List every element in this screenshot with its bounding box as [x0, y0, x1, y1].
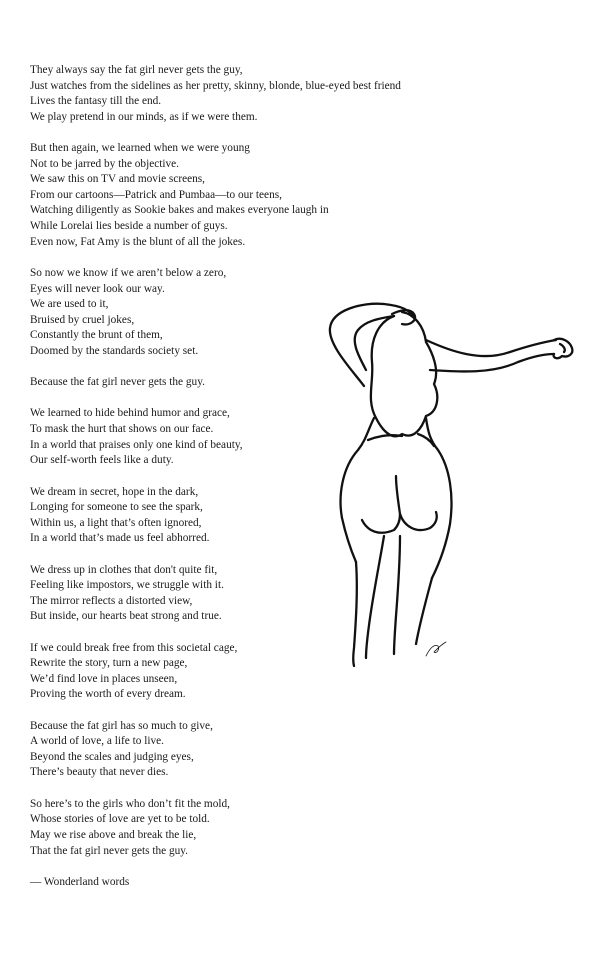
poem-line: Even now, Fat Amy is the blunt of all the jokes.	[30, 235, 246, 248]
poem-line: From our cartoons—Patrick and Pumbaa—to our teens,	[30, 188, 282, 201]
poem-line: Rewrite the story, turn a new page,	[30, 657, 188, 670]
raised-arm-inner-line	[355, 316, 394, 370]
poem-attribution: — Wonderland words	[30, 875, 130, 888]
poem-line: Just watches from the sidelines as her pretty, skinny, blonde, blue-eyed best friend	[30, 79, 401, 92]
poem-stanza	[30, 797, 430, 859]
right-leg-outer	[416, 578, 432, 644]
poem-line: There’s beauty that never dies.	[30, 766, 169, 779]
poem-line: But then again, we learned when we were young	[30, 142, 250, 155]
poem-stanza	[30, 719, 430, 781]
poem-line: Proving the worth of every dream.	[30, 688, 186, 701]
poem-line: Eyes will never look our way.	[30, 282, 165, 295]
poem-line: Because the fat girl never gets the guy.	[30, 376, 205, 389]
poem-line: Feeling like impostors, we struggle with it.	[30, 579, 224, 592]
poem-line: We saw this on TV and movie screens,	[30, 173, 205, 186]
poem-line: We are used to it,	[30, 298, 109, 311]
line-art-figure-icon	[322, 300, 577, 672]
poem-line: Constantly the brunt of them,	[30, 329, 163, 342]
poem-line: In a world that’s made us feel abhorred.	[30, 532, 210, 545]
poem-line: Not to be jarred by the objective.	[30, 157, 180, 170]
poem-line: Watching diligently as Sookie bakes and makes everyone laugh in	[30, 204, 329, 217]
poem-line: We’d find love in places unseen,	[30, 672, 178, 685]
left-leg-outer	[353, 562, 357, 666]
poem-line: In a world that praises only one kind of beauty,	[30, 438, 243, 451]
poem-line: Doomed by the standards society set.	[30, 344, 199, 357]
poem-line: Lives the fantasy till the end.	[30, 95, 162, 108]
hair-line	[371, 312, 437, 436]
poem-line: Within us, a light that’s often ignored,	[30, 516, 202, 529]
poem-line: Whose stories of love are yet to be told.	[30, 813, 210, 826]
poem-line: So now we know if we aren’t below a zero,	[30, 266, 227, 279]
poem-line: We dream in secret, hope in the dark,	[30, 485, 199, 498]
left-leg-inner	[366, 536, 384, 658]
extended-arm-upper	[426, 340, 556, 356]
poem-line: We play pretend in our minds, as if we were them.	[30, 110, 258, 123]
buttocks-line	[362, 514, 400, 533]
poem-line: The mirror reflects a distorted view,	[30, 594, 193, 607]
poem-line: They always say the fat girl never gets the guy,	[30, 64, 243, 76]
artist-signature	[426, 642, 446, 656]
extended-hand	[554, 339, 573, 358]
poem-line: Because the fat girl has so much to give,	[30, 719, 213, 732]
poem-line: That the fat girl never gets the guy.	[30, 844, 188, 857]
poem-line: Longing for someone to see the spark,	[30, 501, 203, 514]
poem-stanza	[30, 141, 430, 250]
poem-line: We learned to hide behind humor and grace,	[30, 407, 230, 420]
poem-line: To mask the hurt that shows on our face.	[30, 423, 214, 436]
poem-line: Beyond the scales and judging eyes,	[30, 750, 194, 763]
poem-line: If we could break free from this societal cage,	[30, 641, 238, 654]
poem-line: A world of love, a life to live.	[30, 735, 164, 748]
poem-line: We dress up in clothes that don't quite fit,	[30, 563, 218, 576]
poem-line: May we rise above and break the lie,	[30, 828, 197, 841]
poem-line: But inside, our hearts beat strong and true.	[30, 610, 222, 623]
poem-stanza	[30, 63, 430, 125]
poem-line: So here’s to the girls who don’t fit the mold,	[30, 797, 230, 810]
poem-line: Our self-worth feels like a duty.	[30, 454, 174, 467]
poem-line: While Lorelai lies beside a number of guys.	[30, 220, 228, 233]
right-leg-inner	[394, 536, 400, 654]
poem-line: Bruised by cruel jokes,	[30, 313, 135, 326]
